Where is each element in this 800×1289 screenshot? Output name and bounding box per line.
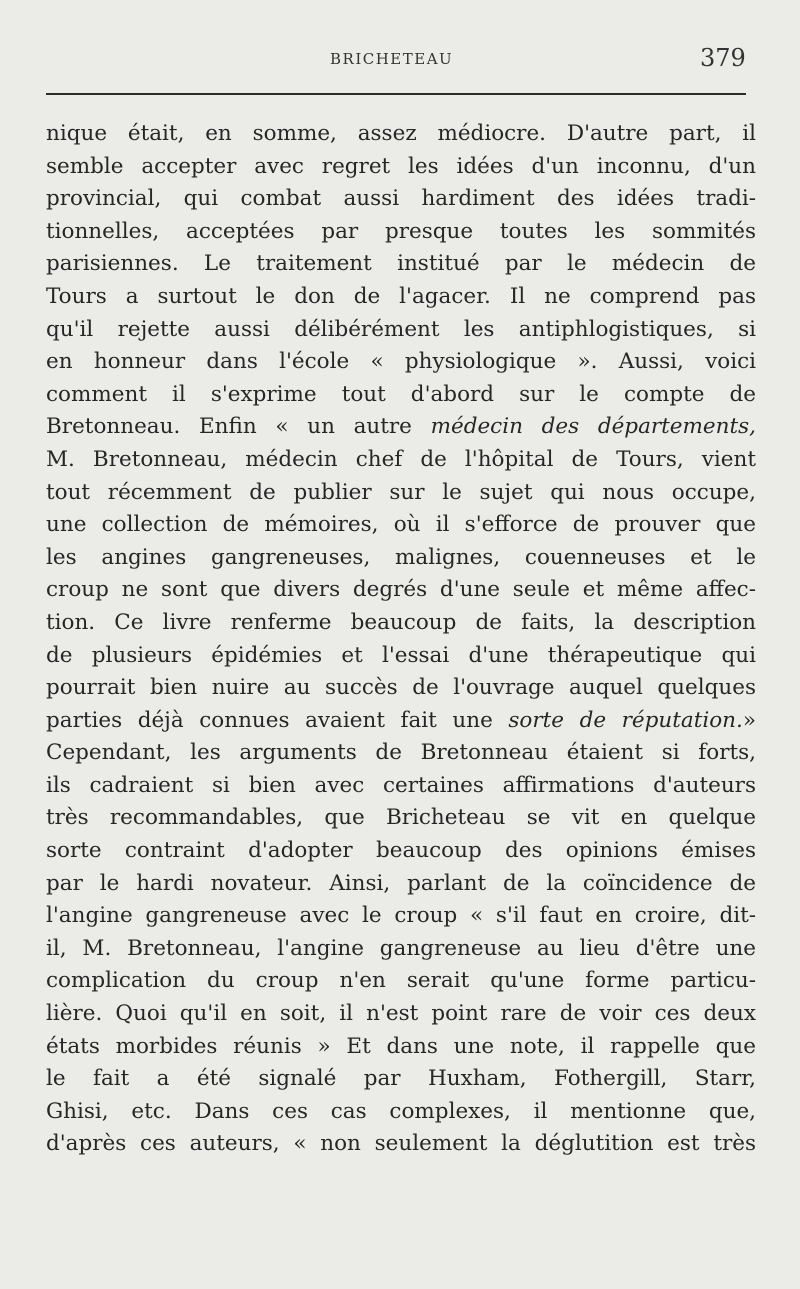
text-line: ils cadraient si bien avec certaines affirmations d'auteurs: [46, 772, 756, 798]
text-line: [46, 705, 756, 738]
text-line: Cependant, les arguments de Bretonneau étaient si forts,: [46, 740, 756, 766]
text-line: croup ne sont que divers degrés d'une seule et même affec-: [46, 577, 756, 603]
text-line: sorte contraint d'adopter beaucoup des opinions émises: [46, 838, 756, 864]
text-line: tionnelles, acceptées par presque toutes les sommités: [46, 218, 756, 244]
text-line: tout récemment de publier sur le sujet qui nous occupe,: [46, 479, 756, 505]
text-line: Tours a surtout le don de l'agacer. Il ne comprend pas: [46, 283, 756, 309]
text-line: provincial, qui combat aussi hardiment des idées tradi-: [46, 186, 756, 212]
closing-quote: »: [742, 707, 756, 733]
text-line: nique était, en somme, assez médiocre. D'autre part, il: [46, 121, 756, 146]
text-line: pourrait bien nuire au succès de l'ouvrage auquel quelques: [46, 675, 756, 701]
header-rule: [46, 93, 746, 95]
body-paragraph: [46, 118, 756, 1161]
text-line: par le hardi novateur. Ainsi, parlant de la coïncidence de: [46, 870, 756, 896]
text-line: parisiennes. Le traitement institué par le médecin de: [46, 251, 756, 277]
text-line: semble accepter avec regret les idées d'un inconnu, d'un: [46, 153, 756, 179]
page-number: 379: [700, 44, 746, 72]
text-line: Ghisi, etc. Dans ces cas complexes, il mentionne que,: [46, 1098, 756, 1124]
text-line: comment il s'exprime tout d'abord sur le compte de: [46, 381, 756, 407]
text-line: les angines gangreneuses, malignes, couenneuses et le: [46, 544, 756, 570]
running-title: BRICHETEAU: [330, 50, 454, 68]
text-run: Bretonneau. Enfin « un autre: [46, 414, 431, 440]
text-line: qu'il rejette aussi délibérément les antiphlogistiques, si: [46, 316, 756, 342]
text-line: très recommandables, que Bricheteau se vit en quelque: [46, 805, 756, 831]
text-line: l'angine gangreneuse avec le croup « s'il faut en croire, dit-: [46, 903, 756, 929]
text-line: de plusieurs épidémies et l'essai d'une thérapeutique qui: [46, 642, 756, 668]
text-line: il, M. Bretonneau, l'angine gangreneuse au lieu d'être une: [46, 935, 756, 961]
text-line: états morbides réunis » Et dans une note, il rappelle que: [46, 1033, 756, 1059]
text-line: une collection de mémoires, où il s'efforce de prouver que: [46, 512, 756, 538]
italic-phrase: sorte de réputation.: [508, 707, 743, 733]
text-line: lière. Quoi qu'il en soit, il n'est point rare de voir ces deux: [46, 1001, 756, 1027]
text-line: tion. Ce livre renferme beaucoup de faits, la description: [46, 609, 756, 635]
italic-phrase: médecin des départements,: [430, 414, 756, 440]
text-line: en honneur dans l'école « physiologique ». Aussi, voici: [46, 349, 756, 375]
text-line: d'après ces auteurs, « non seulement la déglutition est très: [46, 1131, 756, 1157]
text-line: complication du croup n'en serait qu'une forme particu-: [46, 968, 756, 994]
text-line: [46, 411, 756, 444]
text-line: M. Bretonneau, médecin chef de l'hôpital de Tours, vient: [46, 446, 756, 472]
text-run: parties déjà connues avaient fait une: [46, 707, 509, 733]
text-line: le fait a été signalé par Huxham, Fothergill, Starr,: [46, 1066, 756, 1092]
